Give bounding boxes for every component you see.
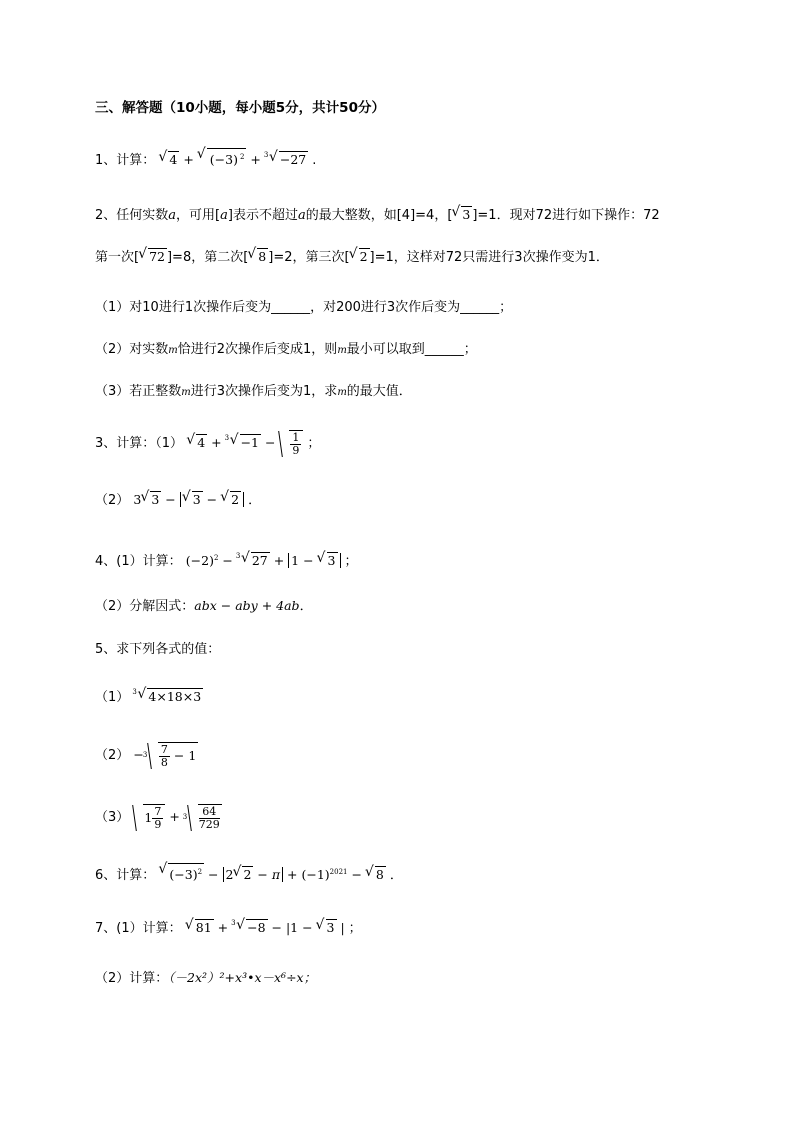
q6-end: ．	[389, 868, 403, 884]
q2-sub1: （1）对10进行1次操作后变为______，对200进行3次作后变为______；	[95, 300, 513, 315]
q4-expression-1: $(-2)^2$ − √ 27 3 + 1 − √ 3	[186, 553, 345, 568]
q2-var-a-3: a	[297, 208, 306, 223]
q2-text-d: 的最大整数，如[4]=4，[	[305, 208, 453, 223]
q2-var-a-2: a	[220, 208, 228, 223]
q4-sub2-label: （2）分解因式：	[95, 599, 195, 614]
question-3-sub2	[95, 490, 261, 511]
question-2-line-2	[95, 248, 609, 268]
q2-l2-d: ]=1，这样对72只需进行3次操作变为1．	[369, 250, 609, 265]
q2-sub2-c: 最小可以取到______；	[346, 342, 477, 357]
q3-label: 3、计算：（1）	[95, 436, 184, 451]
q2-sqrt-2: √ 2	[359, 248, 370, 265]
q2-var-m-3: m	[181, 387, 191, 398]
q6-label: 6、计算：	[95, 868, 156, 884]
q3-expression-2: 3√ 3 − √ 3 − √ 2	[133, 492, 248, 507]
question-6	[95, 862, 403, 886]
q2-sub3-b: 进行3次操作后变为1，求	[190, 384, 338, 399]
question-4-sub2	[95, 596, 313, 617]
q3-sub2-label: （2）	[95, 493, 130, 508]
q2-text-b: ，可用[	[176, 208, 221, 223]
q2-sub3-c: 的最大值．	[346, 384, 412, 399]
q5-expression-3: 1 $\frac{7}{9}$ + $\frac{64}{729}$ 3	[133, 809, 221, 824]
q2-sqrt-3: √ 3	[461, 206, 472, 223]
q4-end1: ；	[344, 554, 358, 570]
q4-end2: ．	[299, 599, 313, 614]
q2-sqrt-72: √ 72	[148, 248, 167, 265]
q2-sub2-a: （2）对实数	[95, 342, 169, 357]
q2-text-c: ]表示不超过	[227, 208, 298, 223]
question-4	[95, 548, 358, 572]
q1-end: .	[312, 153, 317, 169]
q3-end1: ；	[307, 436, 321, 451]
q2-var-a: a	[168, 208, 177, 223]
q3-expression-1: √ 4 + √ −1 3 − $\frac{1}{9}$	[187, 435, 307, 450]
q2-var-m-2: m	[337, 345, 347, 356]
q2-sub2-b: 恰进行2次操作后变成1，则	[177, 342, 338, 357]
q7-end1: ；	[348, 921, 362, 936]
q5-expression-1: √ 4×18×3 3	[147, 688, 203, 705]
q2-var-m-4: m	[337, 387, 347, 398]
q2-l2-c: ]=2，第三次[	[268, 250, 350, 265]
section-title: 三、解答题（10小题，每小题5分，共计50分）	[95, 100, 385, 116]
q5-sub2-label: （2）	[95, 748, 130, 763]
q7-expression-1: √ 81 + √ −8 3 − |1 − √ 3 |	[186, 920, 349, 935]
q5-sub1-label: （1）	[95, 690, 130, 705]
q6-expression: √ $(-3)^2 - 2√$ $2 - \pi + (-1)^{2021}$ − √ 8	[159, 867, 389, 882]
q2-var-m: m	[168, 345, 178, 356]
question-5: 5、求下列各式的值：	[95, 642, 221, 657]
q2-text-a: 2、任何实数	[95, 208, 169, 223]
question-5-sub1	[95, 688, 203, 708]
q2-l2-a: 第一次[	[95, 250, 140, 265]
question-2-line-1	[95, 206, 660, 226]
q2-text-e: ]=1．现对72进行如下操作：72	[472, 208, 660, 223]
q2-sqrt-8: √ 8	[257, 248, 268, 265]
q2-sub2	[95, 340, 477, 361]
q5-expression-2: − $\frac{7}{8}$ − 1 3	[133, 747, 198, 762]
question-7-sub2	[95, 968, 316, 989]
q2-sub3	[95, 382, 412, 403]
question-5-sub3	[95, 804, 222, 831]
q3-end2: ．	[248, 493, 262, 508]
q7-sub2-label: （2）计算：	[95, 971, 169, 986]
question-7	[95, 918, 362, 939]
q1-label: 1、计算：	[95, 153, 156, 169]
question-5-sub2	[95, 742, 198, 769]
q1-expression: √ 4 + √ (−3) $^2$ + √ −27 3	[159, 152, 312, 167]
q7-expression-2: （－2x²）²+x³•x－x⁶÷x；	[168, 970, 317, 985]
q2-sub3-a: （3）若正整数	[95, 384, 182, 399]
q4-label: 4、(1）计算：	[95, 554, 182, 570]
q4-expression-2: abx − aby + 4ab	[194, 598, 300, 613]
question-1	[95, 148, 316, 171]
question-3	[95, 430, 320, 457]
q7-label: 7、(1）计算：	[95, 921, 182, 936]
q5-sub3-label: （3）	[95, 810, 130, 825]
q2-l2-b: ]=8，第二次[	[166, 250, 249, 265]
